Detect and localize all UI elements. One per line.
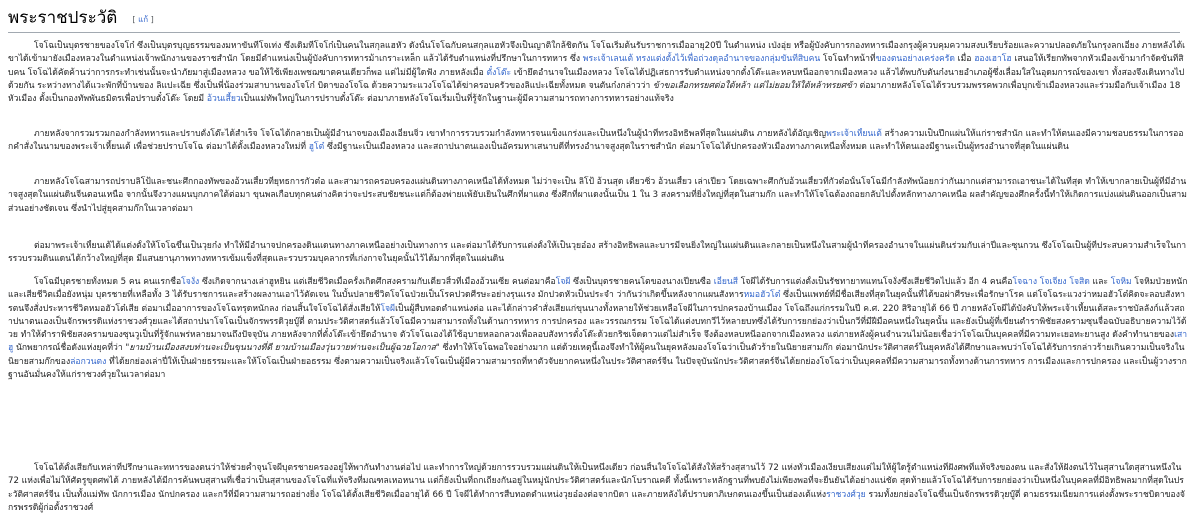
paragraph-4 <box>8 240 1188 267</box>
wiki-link[interactable]: ฮองเฮาโฮ <box>974 54 1012 65</box>
wiki-link[interactable]: โจงั่ง <box>181 277 200 287</box>
paragraph-text: ต่อมาพระเจ้าเหี้ยนเต้ได้แต่งตั้งให้โจโฉขึ้นเป็นวุยก๋ง ทำให้มีอำนาจปกครองดินแดนทางภาคเหนืออย่างเป็นทางการ และต่อมาได้รับการแต่งตั้งให้เป็นวุยอ๋อง สร้างอิทธิพลและบารมีจนยิ่งใหญ่ในแผ่นดินและกลายเป็นหนึ่งในสามผู้นำที่ครองอำนาจในแผ่นดินร่วมกับเล่าปี่และซุนกวน ซึ่งโจโฉเป็นผู้ที่ประสบความสำเร็จในการรวบรวมดินแดนได้กว้างใหญ่ที่สุด มีแสนยานุภาพทางทหารเข้มแข็งที่สุดและรวบรวมบุคลากรที่เก่งกาจในยุคนั้นไว้ได้มากที่สุดในแผ่นดิน <box>8 241 1187 265</box>
wiki-link[interactable]: ฮูโต๋ <box>308 142 325 153</box>
wiki-link[interactable]: เสาฮู <box>8 330 1188 354</box>
paragraph-6 <box>8 462 1188 529</box>
wiki-link[interactable]: อ้วนเสี้ยว <box>206 94 241 105</box>
wiki-link[interactable]: ราชวงศ์วุย <box>826 489 866 500</box>
quoted-text: "ยามบ้านเมืองสงบท่านจะเป็นขุนนางที่ดี ยามบ้านเมืองวุ่นวายท่านจะเป็นผู้ฉวยโอกาส" <box>122 343 440 354</box>
wiki-link[interactable]: ล่อกวนตง <box>70 356 107 367</box>
paragraph-text: โจโฉได้ตั้งเสียกับเหล่าที่ปรึกษาและทหารของตนว่าให้ช่วยค้ำจุนโจผีบุตรชายครองอยู่ให้พากันทำงานต่อไป และทำการใหญ่ด้วยการรวบรวมแผ่นดินให้เป็นหนึ่งเดียว ก่อนสิ้นใจโจโฉได้สั่งให้สร้างสุสานไว้ 72 แห่งทั่วเมืองเงียบเสียงแต่ไม่ให้ผู้ใดรู้ตำแหน่งที่ฝังศพที่แท้จริงของตน และสั่งให้ฝังตนไว้ในสุสานใดสุสานหนึ่งใน 72 แห่งเพื่อไม่ให้ศัตรูขุดศพได้ ภายหลังได้มีการค้นพบสุสานที่เชื่อว่าเป็นสุสานของโจโฉที่แท้จริงที่มณฑลเหอหนาน แต่ก็ยังเป็นที่ถกเถียงกันอยู่ในหมู่นักประวัติศาสตร์และนักโบราณคดี ทั้งนี้เพราะหลักฐานที่พบยังไม่เพียงพอที่จะยืนยันได้อย่างแน่ชัด สุดท้ายแล้วโจโฉได้รับการยกย่องว่าเป็นหนึ่งในบุคคลที่มีอิทธิพลมากที่สุดในประวัติศาสตร์จีน เป็นทั้งแม่ทัพ นักการเมือง นักปกครอง และกวีที่มีความสามารถอย่างยิ่ง โจโฉได้ตั้งเสียชีวิตเมื่ออายุได้ 66 ปี โจผีได้ทำการสืบทอดตำแหน่งวุยอ๋องต่อจากบิดา และภายหลังได้ปราบดาภิเษกตนเองขึ้นเป็นฮ่องเต้แห่ง <box>8 463 1184 500</box>
wiki-link[interactable]: ของตนอย่างเคร่งครัด <box>875 54 955 65</box>
paragraph-3 <box>8 176 1188 230</box>
wiki-link[interactable]: เอี๋ยนสี <box>713 277 739 287</box>
paragraph-text: เข้ายึดอำนาจในเมืองหลวง โจโฉได้ปฏิเสธการรับตำแหน่งจากตั๋งโต๊ะและหลบหนีออกจากเมืองหลวง แล้วได้พบกับตันก๋งนายอำเภอผู้ซึ่งเลื่อมใสในอุดมการณ์ของเขา ทั้งสองจึงเดินทางไปด้วยกัน ระหว่างทางได้แวะพักที่บ้านของ ลิแปะเฉีย ซึ่งเป็นพี่น้องร่วมสาบานของโจโก๋ บิดาของโจโฉ ด้วยความระแวงโจโฉได้ฆ่าครอบครัวของลิแปะเฉียทั้งหมด จนตันก๋งกล่าวว่า <box>8 67 1185 91</box>
paragraph-text: และ <box>1089 277 1111 287</box>
edit-section-control <box>132 10 153 30</box>
paragraph-text: โจโฉเป็นบุตรชายของโจโก๋ ซึ่งเป็นบุตรบุญธรรมของมหาขันทีโจเท่ง ซึ่งเดิมทีโจโก๋เป็นคนในสกุลแฮหัว ดังนั้นโจโฉกับคนสกุลแฮหัวจึงเป็นญาติใกล้ชิดกัน โจโฉเริ่มต้นรับราชการเมื่ออายุ20ปี ในตำแหน่ง เป่งอุ่ย หรือผู้บังคับการกองทหารเมืองกรุงผู้ควบคุมความสงบเรียบร้อยและความปลอดภัยในกรุงลกเอี๋ยง ภายหลังได้เขาได้เข้ามายังเมืองหลวงในตำแหน่งเจ้าพนักงานของราชสำนัก โดยมีตำแหน่งเป็นผู้บังคับการทหารม้าเกราะเหล็ก แล้วได้รับตำแหน่งที่ปรึกษาในการทหาร ซึ่ง <box>8 41 1186 65</box>
wiki-link[interactable]: โจผี <box>380 303 396 314</box>
paragraph-text: ตัวโจโฉเองได้ใช้อุบายหลอกลวงเพื่อลอบสังหารตั๋งโต๊ะด้วยกริชเจ็ดดาวแต่ไม่สำเร็จ จึงต้องหลบหนีออกจากเมืองหลวง แต่ภายหลังผู้คนจำนวนไม่น้อยเชื่อว่าโจโฉเป็นบุคคลที่มีความทะเยอทะยานสูง ดังคำทำนายของ <box>399 330 1175 341</box>
wiki-link[interactable]: โจฉาง <box>1012 277 1038 287</box>
paragraph-text: เมื่อ <box>954 54 975 65</box>
wiki-link[interactable]: พระเจ้าเหี้ยนเต้ <box>826 129 882 139</box>
paragraph-text: ซึ่งเป็นบุตรชายคนโตของนางเปียนซือ <box>570 277 714 287</box>
paragraph-text: นักพยากรณ์ชื่อดังแห่งยุคที่ว่า <box>13 343 123 354</box>
paragraph-text: โจผีได้รับการแต่งตั้งเป็นรัชทายาทแทนโจงั่งซึ่งเสียชีวิตไปแล้ว อีก 4 คนคือ <box>738 277 1013 287</box>
wiki-link[interactable]: พระเจ้าเลนเต้ <box>582 54 634 65</box>
section-heading <box>8 6 1180 33</box>
paragraph-text: ซึ่งทำให้โจโฉพอใจอย่างมาก แต่ด้วยเหตุนี้เองจึงทำให้ผู้คนในยุคหลังมองโจโฉว่าเป็นตัวร้ายในนิยายสามก๊ก ต่อมานักประวัติศาสตร์ในยุคหลังได้ศึกษาและพบว่าโจโฉได้รับการกล่าวร้ายเกินความเป็นจริงในนิยายสามก๊กของ <box>8 343 1185 367</box>
paragraph-text: สร้างความเป็นปึกแผ่นให้แก่ราชสำนัก และทำให้ตนเองมีความชอบธรรมในการออกคำสั่งในนามของพระเจ้าเหี้ยนเต้ เพื่อช่วยปราบโจโฉ ต่อมาได้ตั้งเมืองหลวงใหม่ที่ <box>8 129 1184 153</box>
paragraph-1 <box>8 40 1188 120</box>
edit-bracket-close: ] <box>150 15 154 24</box>
paragraph-text: เป็นผู้สืบทอดตำแหน่งต่อ และได้กล่าวคำสั่งเสียแก่ขุนนางทั้งหลายให้ช่วยเหลือโจผีในการปกครองบ้านเมือง โจโฉถึงแก่กรรมในปี ค.ศ. 220 สิริอายุได้ 66 ปี ภายหลังโจผีได้บังคับให้พระเจ้าเหี้ยนเต้สละราชบัลลังก์แล้วสถาปนาตนเองเป็นจักรพรรดิแห่งราชวงศ์วุยและได้สถาปนาโจโฉเป็นจักรพรรดิวุยบู๊ตี่ ตามประวัติศาสตร์แล้วโจโฉมีความสามารถทั้งในด้านการทหาร การปกครอง และวรรณกรรม โจโฉได้แต่งบทกวีไว้หลายบทซึ่งได้รับการยกย่องว่าเป็นกวีที่มีฝีมือคนหนึ่งในยุคนั้น และยังเป็นผู้ที่เขียนตำราพิชัยสงครามซุนจื่อฉบับอธิบายความไว้ด้วย ทำให้ตำราพิชัยสงครามของซุนวูเป็นที่รู้จักแพร่หลายมาจนถึงปัจจุบัน ภายหลังจากที่ตั๋งโต๊ะเข้ายึดอำนาจ <box>8 303 1187 341</box>
section-title: พระราชประวัติ <box>8 8 118 28</box>
paragraph-text: เสนอให้เรียกทัพจากหัวเมืองเข้ามากำจัดขันทีสิบคน โจโฉได้คัดค้านว่าการกระทำเช่นนั้นจะนำภัยมาสู่เมืองหลวง ขอให้ใช้เพียงเพชฌฆาตคนเดียวก็พอ แต่ไม่มีผู้ใดฟัง ภายหลังเมื่อ <box>8 54 1184 78</box>
paragraph-text: ซึ่งเป็นแพทย์ที่มีชื่อเสียงที่สุดในยุคนั้นที่ได้ขอผ่าศีรษะเพื่อรักษาโรค แต่โจโฉระแวงว่าหมอฮัวโต๋คิดจะลอบสังหารตนจึงสั่งประหารชีวิตหมอฮัวโต๋เสีย ต่อมาเมื่ออาการของโจโฉทรุดหนักลง ก่อนสิ้นใจโจโฉได้สั่งเสียให้ <box>8 290 1185 314</box>
wiki-link[interactable]: ตั๋งโต๊ะ <box>486 67 512 78</box>
edit-section-link[interactable]: แก้ <box>138 15 149 24</box>
paragraph-2 <box>8 128 1188 168</box>
edit-bracket-open: [ <box>132 15 136 24</box>
wiki-link[interactable]: หมอฮัวโต๋ <box>743 290 781 301</box>
paragraph-text: ต่อมาภายหลังโจโฉได้รวบรวมพรรคพวกเพื่อบุกเข้าเมืองหลวงและร่วมมือกับเจ้าเมือง 18 หัวเมือง ตั้งเป็นกองทัพพันธมิตรเพื่อปราบตั๋งโต๊ะ โดยมี <box>8 80 1181 105</box>
wiki-link[interactable]: โจเจียง <box>1039 277 1067 287</box>
paragraph-text: ภายหลังจากรวมรวมกองกำลังทหารและปราบตั๋งโต๊ะได้สำเร็จ โจโฉได้กลายเป็นผู้มีอำนาจของเมืองเอี๋ยนจิ๋ว เขาทำการรวบรวมกำลังทหารจนแข็งแกร่งและเป็นหนึ่งในผู้นำที่ทรงอิทธิพลที่สุดในแผ่นดิน ภายหลังได้อัญเชิญ <box>34 129 827 139</box>
paragraph-text: โจโฉทำหน้าที่ <box>822 54 876 65</box>
paragraph-text: ซึ่งมีฐานะเป็นเมืองหลวง และสถาปนาตนเองเป็นอัครมหาเสนาบดีที่ทรงอำนาจสูงสุดในราชสำนัก ต่อมาโจโฉได้ปกครองหัวเมืองทางภาคเหนือทั้งหมด และทำให้ตนเองมีฐานะเป็นผู้ทรงอำนาจที่สุดในแผ่นดิน <box>324 142 1069 153</box>
paragraph-text: รวมทั้งยกย่องโจโฉขึ้นเป็นจักรพรรดิวุยบู๊ตี่ ตามธรรมเนียมการแต่งตั้งพระราชบิดาของจักรพรรดิผู้ก่อตั้งราชวงศ์ <box>8 489 1185 513</box>
paragraph-text: โจโฉมีบุตรชายทั้งหมด 5 คน คนแรกชื่อ <box>34 277 182 287</box>
wiki-link[interactable]: โจสิด <box>1069 277 1090 287</box>
paragraph-text: ที่ได้ยกย่องเล่าปี่ให้เป็นฝ่ายธรรมะและให้โจโฉเป็นฝ่ายอธรรม ซึ่งตามความเป็นจริงแล้วโจโฉเป็นผู้มีความสามารถที่หาตัวจับยากคนหนึ่งในประวัติศาสตร์จีน ในปัจจุบันนักประวัติศาสตร์จีนได้ยกย่องโจโฉว่าเป็นบุคคลที่มีความสามารถทั้งทางด้านการทหาร การเมืองและการปกครอง และเป็นผู้วางรากฐานอันมั่นคงให้แก่ราชวงศ์วุยในเวลาต่อมา <box>8 356 1187 381</box>
quoted-text: ข้าขอเลือกทรยศต่อใต้หล้า แต่ไม่ยอมให้ใต้หล้าทรยศข้า <box>652 80 857 91</box>
wiki-link[interactable]: ทรงแต่งตั้งไว้เพื่อถ่วงดุลอำนาจของกลุ่มขันทีสิบคน <box>633 54 823 65</box>
paragraph-text: เป็นแม่ทัพใหญ่ในการปราบตั๋งโต๊ะ ต่อมาภายหลังโจโฉเริ่มเป็นที่รู้จักในฐานะผู้มีความสามารถทางการทหารอย่างแท้จริง <box>240 94 674 105</box>
wiki-link[interactable]: โจหิม <box>1110 277 1132 287</box>
paragraph-text: โจหิมป่วยหนักและเสียชีวิตเมื่อยังหนุ่ม บุตรชายที่เหลือทั้ง 3 ได้รับราชการและสร้างผลงานเอาไว้ตัดเจน ในบั้นปลายชีวิตโจโฉป่วยเป็นโรคปวดศีรษะอย่างรุนแรง มักปวดหัวเป็นประจำ ว่ากันว่าเกิดขึ้นหลังจากแผนสังหาร <box>8 277 1188 301</box>
paragraph-text: ภายหลังโจโฉสามารถปราบลิโป้และชนะศึกกองทัพของอ้วนเสี้ยวที่ยุทธการกัวต๋อ และสามารถครอบครองแผ่นดินทางภาคเหนือได้ทั้งหมด ไม่ว่าจะเป็น ลิโป้ อ้วนสุด เตียวซิ่ว อ้วนเสี้ยว เล่าเปียว โดยเฉพาะศึกกับอ้วนเสี้ยวที่กัวต๋อนั้นโจโฉมีกำลังทัพน้อยกว่ากันมากแต่สามารถเอาชนะได้ในที่สุด ทำให้เขากลายเป็นผู้ที่มีอำนาจสูงสุดในแผ่นดินจีนตอนเหนือ จากนั้นจึงวางแผนบุกภาคใต้ต่อมา ขุนพลเกือบทุกคนต่างคิดว่าจะประสบชัยชนะแต่ก็ต้องพ่ายแพ้ยับเยินในศึกที่ผาแดง ซึ่งศึกที่ผาแดงนั้นเป็น 1 ใน 3 สงครามที่ยิ่งใหญ่ที่สุดในสามก๊ก และทำให้โจโฉต้องถอยกลับไปตั้งหลักทางภาคเหนือ ผลสำคัญของศึกครั้งนี้ทำให้เกิดการแบ่งแผ่นดินออกเป็นสามส่วนอย่างชัดเจน ซึ่งนำไปสู่ยุคสามก๊กในเวลาต่อมา <box>8 177 1187 214</box>
paragraph-5 <box>8 276 1188 454</box>
paragraph-text: ซึ่งเกิดจากนางเล่าฮูหยิน แต่เสียชีวิตเมื่อครั้งเกิดศึกสงครามกับเตียวสิ้วที่เมืองอ้วนเซีย คนต่อมาคือ <box>199 277 556 287</box>
wiki-link[interactable]: โจผี <box>555 277 571 287</box>
